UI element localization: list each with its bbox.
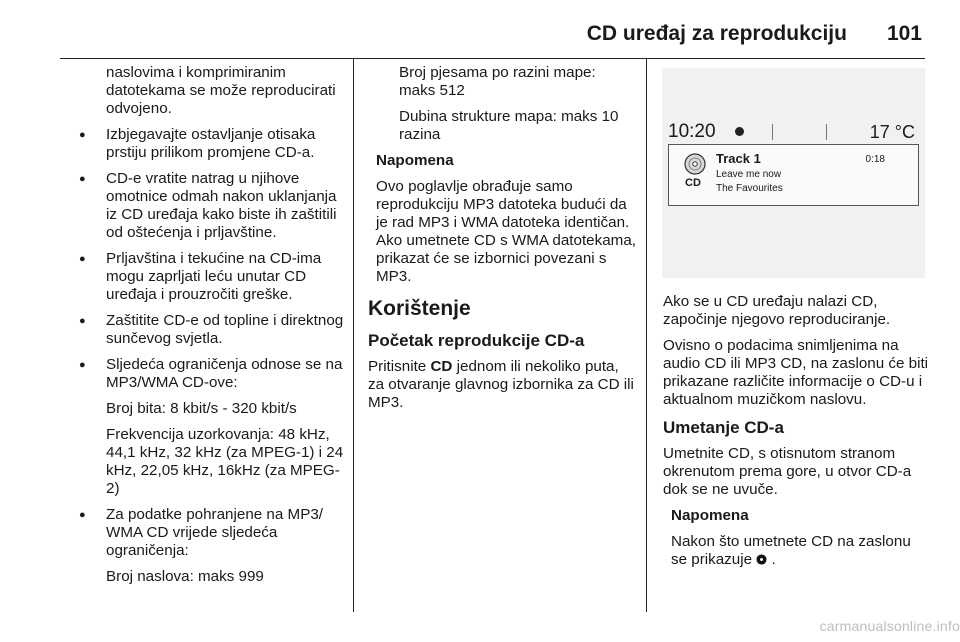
subsection-heading: Početak reprodukcije CD-a bbox=[368, 331, 585, 350]
limit-text: Dubina strukture mapa: maks 10 razina bbox=[399, 108, 619, 143]
body-text: Ovisno o podacima snimljenima na audio CD ili MP3 CD, na zaslonu će biti prikazane različite informacije o CD-u i aktualnom muzičkom naslovu. bbox=[663, 337, 929, 408]
column-3 bbox=[663, 293, 929, 577]
limit-text: Broj bita: 8 kbit/s - 320 kbit/s bbox=[106, 400, 297, 417]
bullet-item: ● Prljavština i tekućine na CD-ima mogu zaprljati leću unutar CD uređaja i prouzročiti greške. bbox=[70, 250, 346, 304]
subsection-heading: Umetanje CD-a bbox=[663, 418, 784, 437]
column-2 bbox=[368, 64, 636, 420]
disc-icon bbox=[756, 554, 767, 565]
separator bbox=[826, 124, 827, 140]
artist-name: The Favourites bbox=[716, 183, 783, 194]
bullet-item: ● CD-e vratite natrag u njihove omotnice odmah nakon uklanjanja iz CD uređaja kako biste ih zaštitili od oštećenja i prljavštine. bbox=[70, 170, 346, 242]
column-divider bbox=[353, 59, 354, 612]
bullet-item: ● Zaštitite CD-e od topline i direktnog sunčevog svjetla. bbox=[70, 312, 346, 348]
note-text: Nakon što umetnete CD na zaslonu se prikazuje . bbox=[671, 533, 911, 568]
bullet-item: ● Za podatke pohranjene na MP3/ WMA CD vrijede sljedeća ograničenja: bbox=[70, 506, 346, 560]
temperature: 17 °C bbox=[869, 122, 915, 142]
bullet-list bbox=[70, 126, 346, 392]
page-header bbox=[60, 22, 922, 46]
display-status-bar bbox=[668, 120, 919, 144]
now-playing-panel bbox=[668, 144, 919, 206]
start-text: Pritisnite CD jednom ili nekoliko puta, za otvaranje glavnog izbornika za CD ili MP3. bbox=[368, 358, 634, 411]
page-number: 101 bbox=[886, 22, 922, 45]
bullet-item: ● Izbjegavajte ostavljanje otisaka prstiju prilikom promjene CD-a. bbox=[70, 126, 346, 162]
header-rule bbox=[60, 58, 925, 59]
disc-icon bbox=[684, 153, 706, 175]
clock: 10:20 bbox=[668, 121, 716, 142]
bullet-list bbox=[70, 506, 346, 560]
limit-text: Broj naslova: maks 999 bbox=[106, 568, 264, 585]
cd-indicator-icon bbox=[735, 127, 744, 136]
column-1 bbox=[70, 64, 346, 594]
watermark: carmanualsonline.info bbox=[819, 618, 960, 634]
limit-text: Broj pjesama po razini mape: maks 512 bbox=[399, 64, 596, 99]
cd-button-label: CD bbox=[430, 358, 453, 375]
display-illustration bbox=[662, 68, 925, 278]
bullet-item: ● Sljedeća ograničenja odnose se na MP3/WMA CD-ove: bbox=[70, 356, 346, 392]
track-title: Track 1 bbox=[716, 151, 761, 166]
note-title: Napomena bbox=[671, 507, 749, 524]
intro-text: naslovima i komprimiranim datotekama se može reproducirati odvojeno. bbox=[106, 64, 336, 117]
column-divider bbox=[646, 59, 647, 612]
note-text: Ovo poglavlje obrađuje samo reprodukciju MP3 datoteka budući da je rad MP3 i WMA datoteka identičan. Ako umetnete CD s WMA datotekama, prikazat će se izbornici povezani s MP3. bbox=[376, 178, 636, 285]
source-label: CD bbox=[685, 177, 701, 189]
separator bbox=[772, 124, 773, 140]
body-text: Umetnite CD, s otisnutom stranom okrenutom prema gore, u otvor CD-a dok se ne uvuče. bbox=[663, 445, 912, 498]
elapsed-time: 0:18 bbox=[865, 154, 885, 165]
section-heading: Korištenje bbox=[368, 297, 471, 320]
song-title: Leave me now bbox=[716, 169, 782, 180]
note-title: Napomena bbox=[376, 152, 454, 169]
chapter-title: CD uređaj za reprodukciju bbox=[586, 22, 847, 45]
limit-text: Frekvencija uzorkovanja: 48 kHz, 44,1 kHz, 32 kHz (za MPEG-1) i 24 kHz, 22,05 kHz, 16kHz (za MPEG-2) bbox=[106, 426, 344, 497]
body-text: Ako se u CD uređaju nalazi CD, započinje njegovo reproduciranje. bbox=[663, 293, 891, 328]
